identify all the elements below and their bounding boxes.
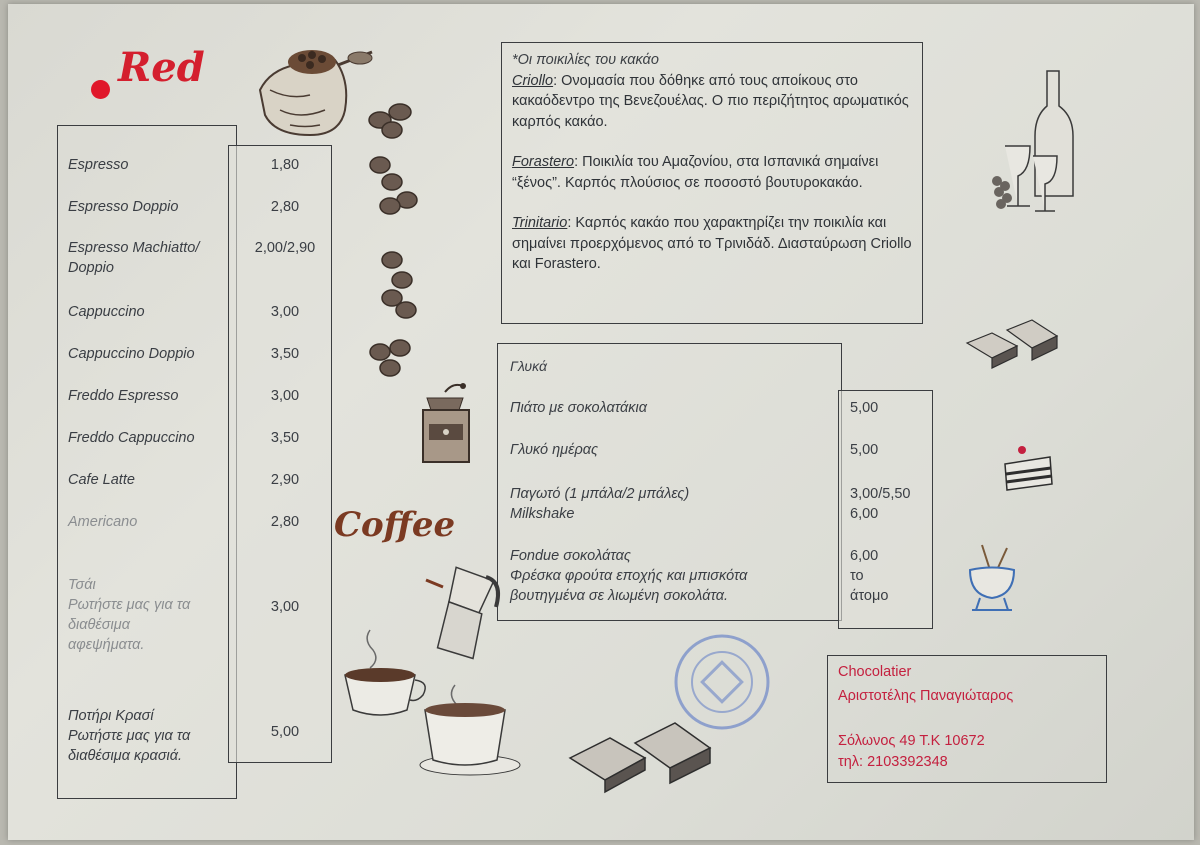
coffee-item-name: Cappuccino [68,304,145,320]
coffee-item-name: Τσάι Ρωτήστε μας για τα διαθέσιμα αφεψήματα. [68,577,191,653]
coffee-item-price: 1,80 [270,157,300,173]
coffee-item-name: Freddo Espresso [68,388,179,404]
cake-slice-icon [1000,442,1060,494]
coffee-item-price: 5,00 [270,724,300,740]
coffee-word-icon [330,500,456,550]
sweet-item-name: Παγωτό (1 μπάλα/2 μπάλες) Milkshake [510,486,690,522]
stamp-seal-icon [672,632,772,732]
contact-name: Αριστοτέλης Παναγιώταρος [838,688,1014,704]
sweet-item-price: 3,00/5,50 6,00 [850,486,911,522]
coffee-sack-icon [250,40,380,140]
fondue-icon [962,540,1022,615]
coffee-cup-icon [415,680,525,780]
logo-dot [91,80,110,99]
brand-logo: Red [118,44,205,91]
coffee-item-price: 3,50 [270,430,300,446]
sweet-item-name: Γλυκό ημέρας [510,442,599,458]
coffee-item-name: Espresso Machiatto/ Doppio [68,240,200,276]
trinitario-term: Trinitario [512,215,568,231]
coffee-item-price: 3,00 [270,304,300,320]
cocoa-info [512,50,912,295]
coffee-item-price: 3,50 [270,346,300,362]
coffee-grinder-icon [415,378,475,470]
coffee-item-name: Espresso [68,157,129,173]
coffee-item-price: 2,80 [270,199,300,215]
coffee-item-name: Americano [68,514,138,530]
forastero-text: : Ποικιλία του Αμαζονίου, στα Ισπανικά σημαίνει “ξένος”. Καρπός πλούσιος σε ποσοστό βουτυροκακάο. [512,154,879,191]
contact-title: Chocolatier [838,664,912,680]
chocolate-bar-icon [962,318,1062,378]
coffee-beans-icon [362,90,432,390]
contact-address: Σόλωνος 49 Τ.Κ 10672 [838,733,985,749]
coffee-names-box [57,125,237,799]
criollo-text: : Ονομασία που δόθηκε από τους αποίκους στο κακαόδεντρο της Βενεζουέλας. Ο πιο περιζήτητος αρωματικός καρπός κακάο. [512,72,909,130]
sweet-item-price: 5,00 [850,442,879,458]
coffee-item-price: 2,00/2,90 [254,240,316,256]
coffee-item-price: 2,90 [270,472,300,488]
coffee-item-price: 3,00 [270,599,300,615]
coffee-item-name: Espresso Doppio [68,199,179,215]
sweet-item-name: Πιάτο με σοκολατάκια [510,400,648,416]
cocoa-info-heading: *Οι ποικιλίες του κακάο [512,52,659,68]
forastero-term: Forastero [512,154,575,170]
contact-phone: τηλ: 2103392348 [838,754,948,770]
coffee-item-name: Freddo Cappuccino [68,430,195,446]
sweet-item-price: 5,00 [850,400,879,416]
coffee-item-name: Cappuccino Doppio [68,346,195,362]
trinitario-text: : Καρπός κακάο που χαρακτηρίζει την ποικιλία και σημαίνει προερχόμενος από το Τρινιδάδ. Διασταύρωση Criollo και Forastero. [512,215,912,272]
criollo-term: Criollo [512,72,554,89]
sweet-item-price: 6,00 το άτομο [850,548,889,604]
wine-bottle-icon [985,66,1085,221]
coffee-item-name: Ποτήρι Κρασί Ρωτήστε μας για τα διαθέσιμα κρασιά. [68,708,191,764]
coffee-item-name: Cafe Latte [68,472,135,488]
coffee-item-price: 3,00 [270,388,300,404]
sweets-heading: Γλυκά [510,358,547,374]
sweet-item-name: Fondue σοκολάτας Φρέσκα φρούτα εποχής και μπισκότα βουτηγμένα σε λιωμένη σοκολάτα. [510,548,748,604]
coffee-word: Coffee [334,505,456,545]
coffee-item-price: 2,80 [270,514,300,530]
